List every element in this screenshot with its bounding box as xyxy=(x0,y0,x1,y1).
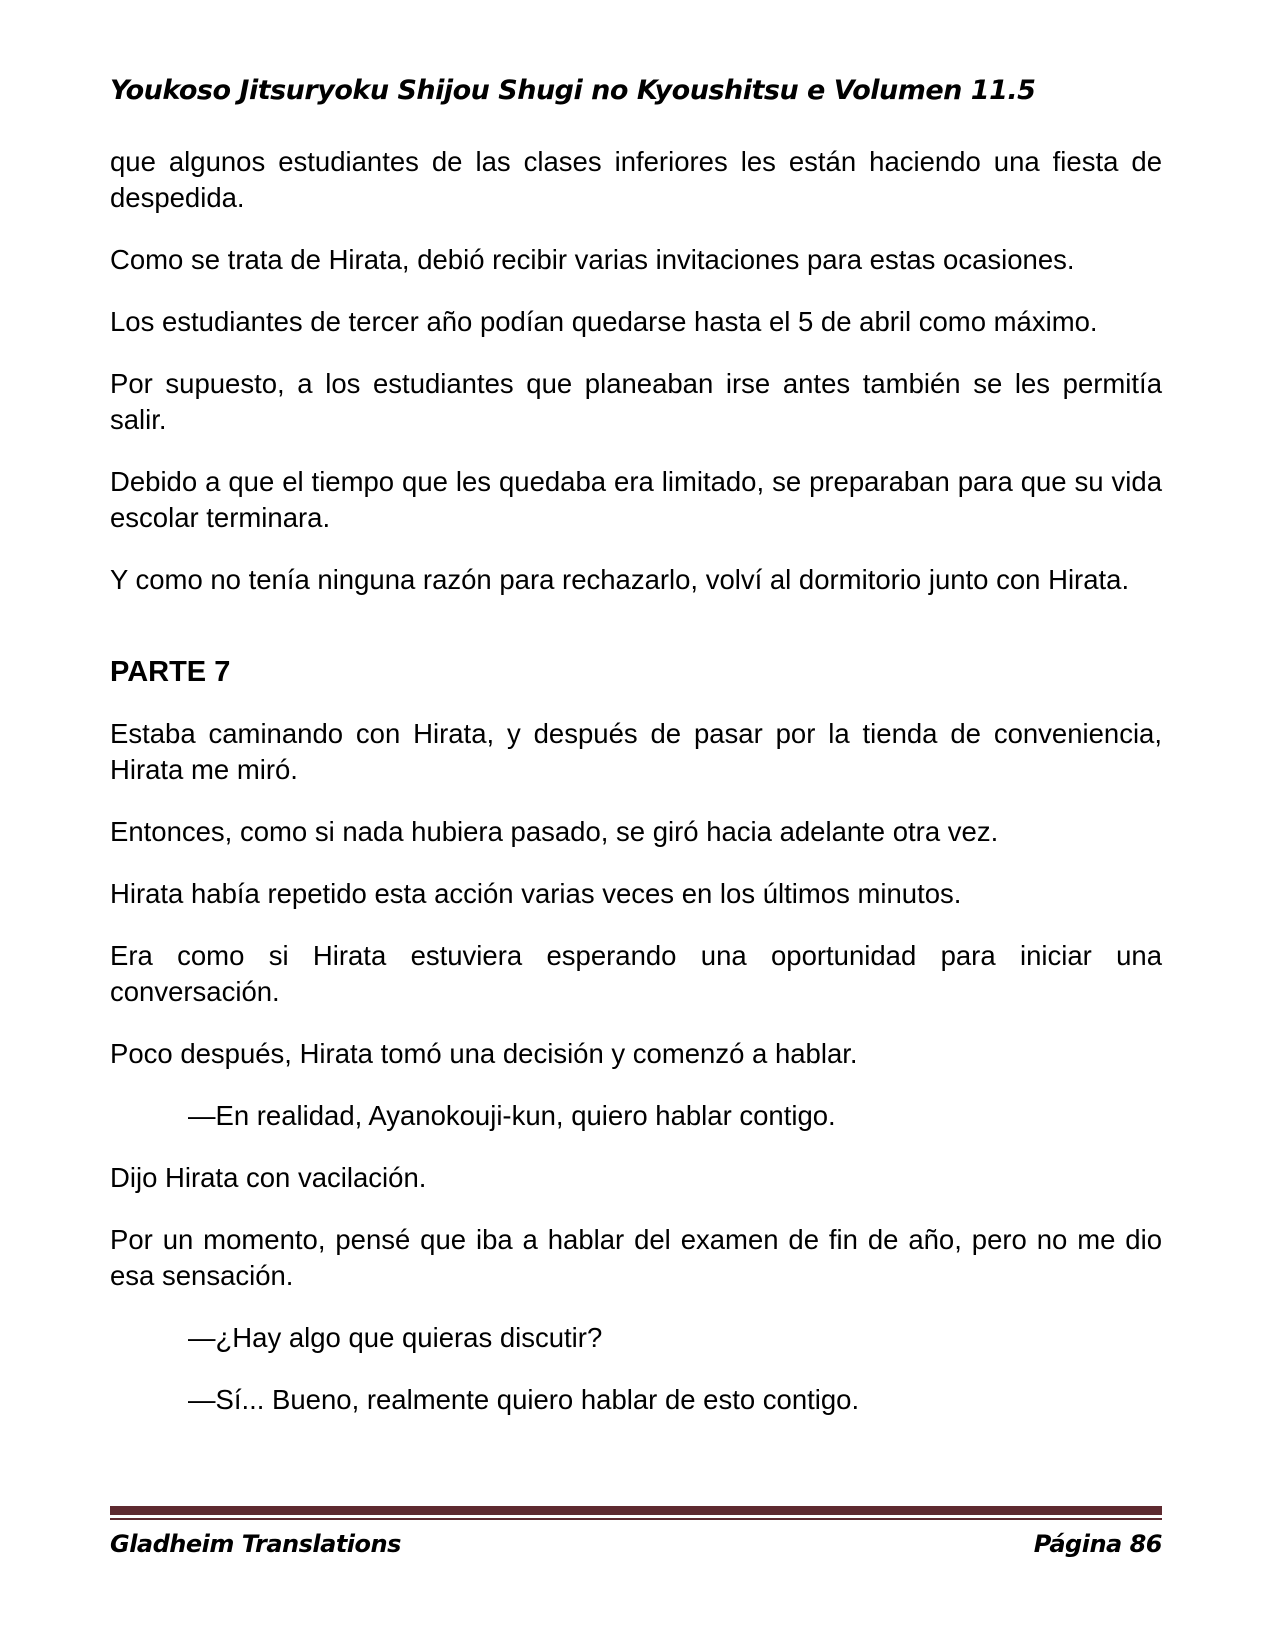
body-paragraph: Por supuesto, a los estudiantes que planeaban irse antes también se les permitía salir. xyxy=(110,368,1162,435)
body-paragraph: Debido a que el tiempo que les quedaba era limitado, se preparaban para que su vida escolar terminara. xyxy=(110,466,1162,533)
dialogue-line: —Sí... Bueno, realmente quiero hablar de esto contigo. xyxy=(188,1384,860,1415)
body-paragraph: Era como si Hirata estuviera esperando una oportunidad para iniciar una conversación. xyxy=(110,940,1162,1007)
body-paragraph: Como se trata de Hirata, debió recibir varias invitaciones para estas ocasiones. xyxy=(110,244,1075,275)
dialogue-line: —En realidad, Ayanokouji-kun, quiero hablar contigo. xyxy=(188,1100,836,1131)
footer-rule-thin xyxy=(110,1518,1162,1520)
footer-translator-credit: Gladheim Translations xyxy=(110,1530,401,1558)
footer-rule xyxy=(110,1506,1162,1520)
body-paragraph: Y como no tenía ninguna razón para rechazarlo, volví al dormitorio junto con Hirata. xyxy=(110,564,1130,595)
body-paragraph: Dijo Hirata con vacilación. xyxy=(110,1162,427,1193)
body-paragraph: Los estudiantes de tercer año podían quedarse hasta el 5 de abril como máximo. xyxy=(110,306,1098,337)
page-header xyxy=(0,0,1275,106)
body-paragraph: Entonces, como si nada hubiera pasado, se giró hacia adelante otra vez. xyxy=(110,816,999,847)
body-paragraph: Poco después, Hirata tomó una decisión y comenzó a hablar. xyxy=(110,1038,858,1069)
dialogue-line: —¿Hay algo que quieras discutir? xyxy=(188,1322,603,1353)
footer-page-number: Página 86 xyxy=(1033,1530,1162,1558)
body-paragraph: que algunos estudiantes de las clases inferiores les están haciendo una fiesta de despedida. xyxy=(110,146,1162,213)
page-footer xyxy=(110,1506,1162,1558)
body-paragraph: Por un momento, pensé que iba a hablar del examen de fin de año, pero no me dio esa sensación. xyxy=(110,1224,1162,1291)
section-heading: PARTE 7 xyxy=(110,656,231,688)
body-paragraph: Estaba caminando con Hirata, y después de pasar por la tienda de conveniencia, Hirata me miró. xyxy=(110,718,1162,785)
body-paragraph: Hirata había repetido esta acción varias veces en los últimos minutos. xyxy=(110,878,962,909)
footer-text-row xyxy=(110,1530,1162,1558)
footer-rule-thick xyxy=(110,1506,1162,1515)
header-title: Youkoso Jitsuryoku Shijou Shugi no Kyoushitsu e Volumen 11.5 xyxy=(110,75,1036,106)
document-body xyxy=(0,144,1275,1418)
